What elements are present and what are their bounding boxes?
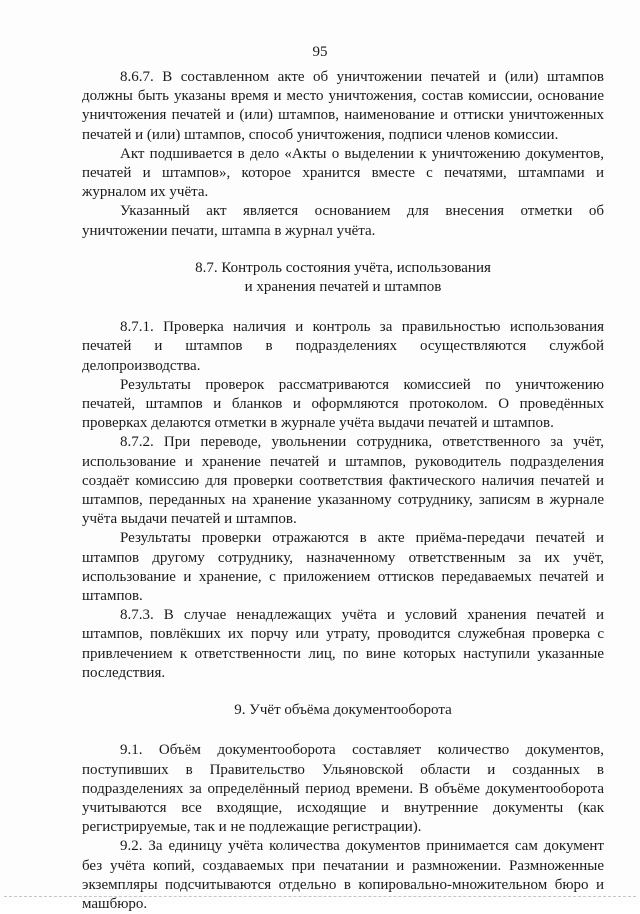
section-heading-8-7-line1: 8.7. Контроль состояния учёта, использования [195, 259, 491, 276]
paragraph-act-basis: Указанный акт является основанием для внесения отметки об уничтожении печати, штампа в журнал учёта. [82, 203, 604, 239]
paragraph-8-6-7-act-contents: 8.6.7. В составленном акте об уничтожении печатей и (или) штампов должны быть указаны время и место уничтожения, состав комиссии, основание уничтожения печатей и (или) штампов, наименование и оттиски уничтоженных печатей и (или) штампов, способ уничтожения, подписи членов комиссии. [82, 69, 604, 143]
paragraph-8-7-1-inspection: 8.7.1. Проверка наличия и контроль за правильностью использования печатей и штампов в подразделениях осуществляются службой делопроизводства. [82, 319, 604, 374]
paragraph-8-7-2-transfer: 8.7.2. При переводе, увольнении сотрудника, ответственного за учёт, использование и хранение печатей и штампов, руководитель подразделения создаёт комиссию для проверки соответствия фактического наличия печатей и штампов, переданных на хранение указанному сотруднику, записям в журнале учёта выдачи печатей и штампов. [82, 434, 604, 528]
paragraph-9-2-unit: 9.2. За единицу учёта количества документов принимается сам документ без учёта копий, создаваемых при печатании и размножении. Размноженные экземпляры подсчитываются отдельно в копировально-множительном бюро и машбюро. [82, 838, 604, 912]
page-number: 95 [312, 44, 328, 60]
paragraph-8-7-3-loss: 8.7.3. В случае ненадлежащих учёта и условий хранения печатей и штампов, повлёкших их порчу или утрату, проводится служебная проверка с привлечением к ответственности лиц, по вине которых наступили указанные последствия. [82, 607, 604, 681]
paragraph-transfer-act: Результаты проверки отражаются в акте приёма-передачи печатей и штампов другому сотруднику, назначенному ответственным за их учёт, использование и хранение, с приложением оттисков передаваемых печатей и штампов. [82, 530, 604, 605]
section-heading-8-7-line2: и хранения печатей и штампов [244, 279, 442, 296]
scan-edge-artifact [4, 896, 636, 899]
paragraph-act-filing: Акт подшивается в дело «Акты о выделении к уничтожению документов, печатей и штампов», которое хранится вместе с печатями, штампами и журналом их учёта. [82, 145, 604, 201]
page-body [82, 68, 604, 914]
paragraph-inspection-results: Результаты проверок рассматриваются комиссией по уничтожению печатей, штампов и бланков и оформляются протоколом. О проведённых проверках делаются отметки в журнале учёта выдачи печатей и штампов. [82, 376, 604, 432]
section-heading-9: 9. Учёт объёма документооборота [234, 702, 452, 719]
paragraph-9-1-volume: 9.1. Объём документооборота составляет количество документов, поступивших в Правительство Ульяновской области и созданных в подразделениях за определённый период времени. В объёме документооборота учитываются все входящие, исходящие и внутренние документы (как регистрируемые, так и не подлежащие регистрации). [82, 742, 604, 836]
